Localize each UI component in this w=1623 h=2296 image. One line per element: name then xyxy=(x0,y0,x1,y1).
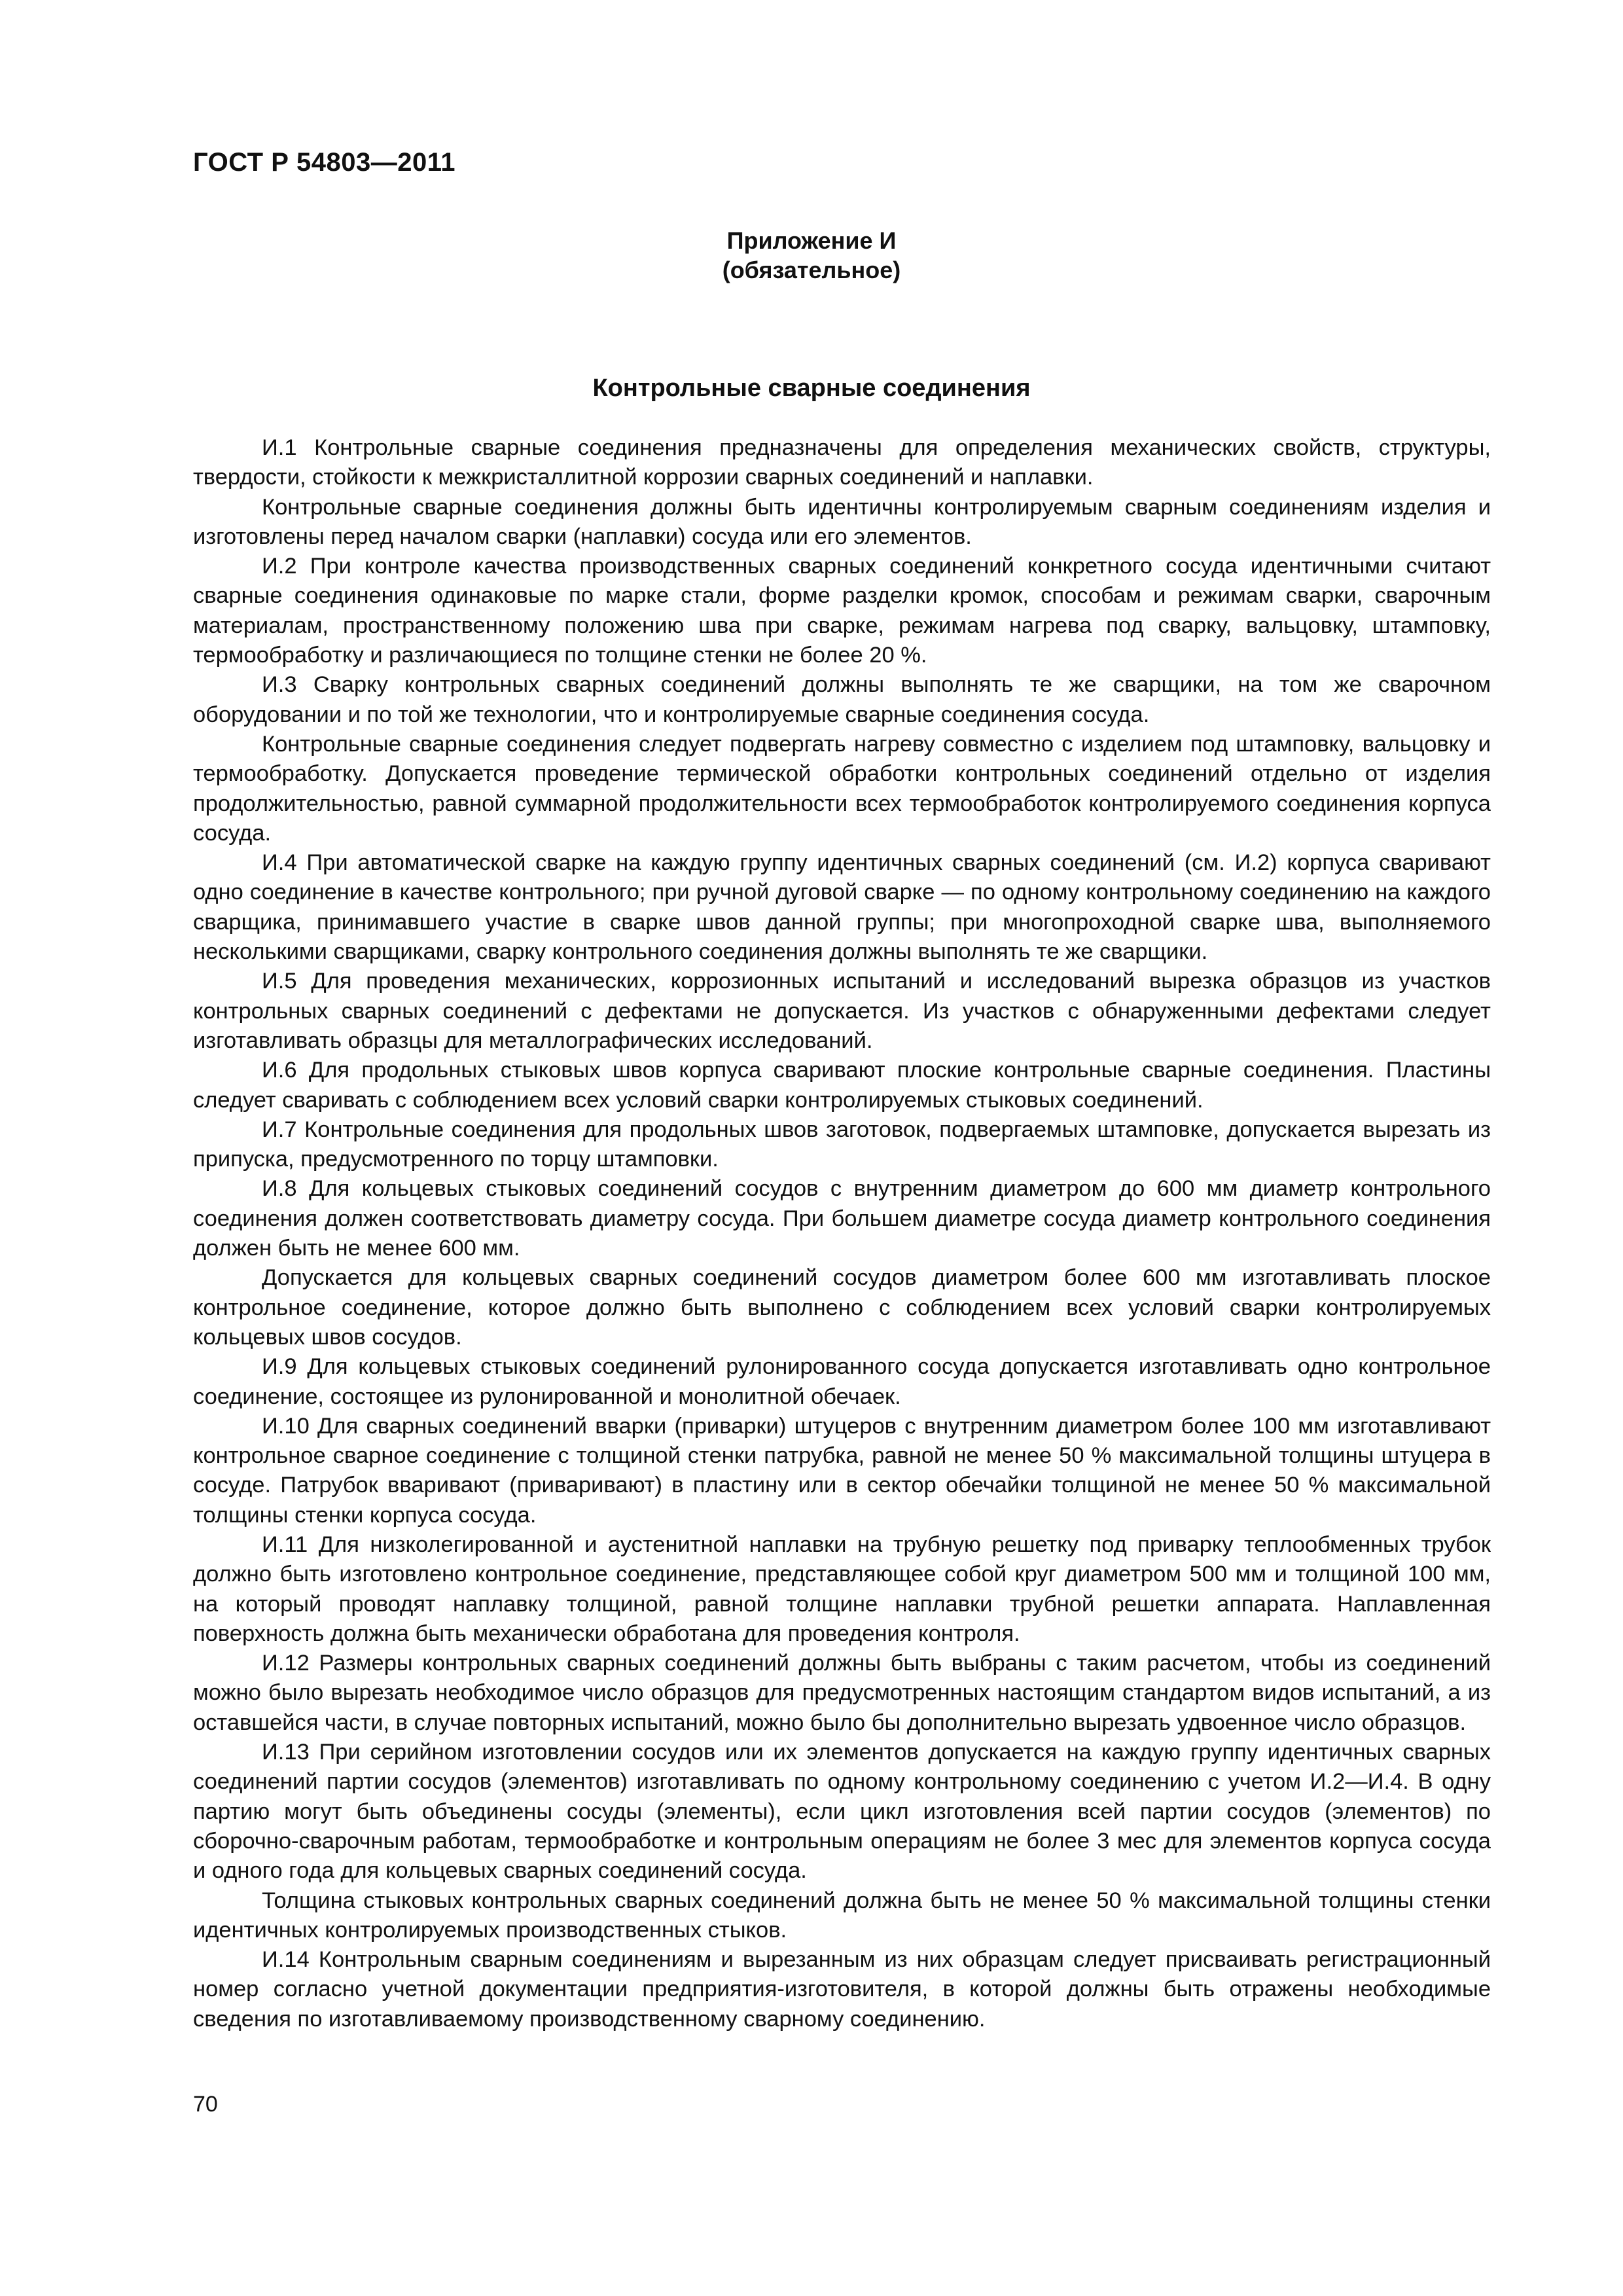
paragraph-i11: И.11 Для низколегированной и аустенитной наплавки на трубную решетку под приварку теплообменных трубок должно быть изготовлено контрольное соединение, представляющее собой круг диаметром 500 мм и толщиной 100 мм, на который проводят наплавку толщиной, равной толщине наплавки трубной решетки аппарата. Наплавленная поверхность должна быть механически обработана для проведения контроля. xyxy=(193,1532,1491,1646)
paragraph-i6: И.6 Для продольных стыковых швов корпуса сваривают плоские контрольные сварные соединения. Пластины следует сваривать с соблюдением всех условий сварки контролируемых стыковых соединений. xyxy=(193,1058,1491,1113)
annex-status: (обязательное) xyxy=(722,257,901,283)
paragraph-i9: И.9 Для кольцевых стыковых соединений рулонированного сосуда допускается изготавливать одно контрольное соединение, состоящее из рулонированной и монолитной обечаек. xyxy=(193,1354,1491,1409)
paragraph-i8: И.8 Для кольцевых стыковых соединений сосудов с внутренним диаметром до 600 мм диаметр контрольного соединения должен соответствовать диаметру сосуда. При большем диаметре сосуда диаметр контрольного соединения должен быть не менее 600 мм. xyxy=(193,1176,1491,1261)
page-number: 70 xyxy=(193,2092,218,2117)
paragraph-i1-cont: Контрольные сварные соединения должны быть идентичны контролируемым сварным соединениям изделия и изготовлены перед началом сварки (наплавки) сосуда или его элементов. xyxy=(193,494,1491,549)
paragraph-i3-cont: Контрольные сварные соединения следует подвергать нагреву совместно с изделием под штамповку, вальцовку и термообработку. Допускается проведение термической обработки контрольных соединений отдельно от изделия продолжительностью, равной суммарной продолжительности всех термообработок контролируемого соединения корпуса сосуда. xyxy=(193,731,1491,846)
paragraph-i4: И.4 При автоматической сварке на каждую группу идентичных сварных соединений (см. И.2) корпуса сваривают одно соединение в качестве контрольного; при ручной дуговой сварке — по одному контрольному соединению на каждого сварщика, принимавшего участие в сварке швов данной группы; при многопроходной сварке шва, выполняемого несколькими сварщиками, сварку контрольного соединения должны выполнять те же сварщики. xyxy=(193,850,1491,965)
paragraph-i13: И.13 При серийном изготовлении сосудов или их элементов допускается на каждую группу идентичных сварных соединений партии сосудов (элементов) изготавливать по одному контрольному соединению с учетом И.2—И.4. В одну партию могут быть объединены сосуды (элементы), если цикл изготовления всей партии сосудов (элементов) по сборочно-сварочным работам, термообработке и контрольным операциям не более 3 мес для элементов корпуса сосуда и одного года для кольцевых сварных соединений сосуда. xyxy=(193,1740,1491,1884)
document-code: ГОСТ Р 54803—2011 xyxy=(193,148,455,177)
paragraph-i13-cont: Толщина стыковых контрольных сварных соединений должна быть не менее 50 % максимальной толщины стенки идентичных контролируемых производственных стыков. xyxy=(193,1888,1491,1943)
paragraph-i2: И.2 При контроле качества производственных сварных соединений конкретного сосуда идентичными считают сварные соединения одинаковые по марке стали, форме разделки кромок, способам и режимам сварки, сварочным материалам, пространственному положению шва при сварке, режимам нагрева под сварку, вальцовку, штамповку, термообработку и различающиеся по толщине стенки не более 20 %. xyxy=(193,554,1491,668)
paragraph-i7: И.7 Контрольные соединения для продольных швов заготовок, подвергаемых штамповке, допускается вырезать из припуска, предусмотренного по торцу штамповки. xyxy=(193,1117,1491,1172)
document-body xyxy=(193,433,1491,2034)
paragraph-i3: И.3 Сварку контрольных сварных соединений должны выполнять те же сварщики, на том же сварочном оборудовании и по той же технологии, что и контролируемые сварные соединения сосуда. xyxy=(193,672,1491,727)
paragraph-i1: И.1 Контрольные сварные соединения предназначены для определения механических свойств, структуры, твердости, стойкости к межкристаллитной коррозии сварных соединений и наплавки. xyxy=(193,435,1491,490)
paragraph-i14: И.14 Контрольным сварным соединениям и вырезанным из них образцам следует присваивать регистрационный номер согласно учетной документации предприятия-изготовителя, в которой должны быть отражены необходимые сведения по изготавливаемому производственному сварному соединению. xyxy=(193,1947,1491,2032)
paragraph-i12: И.12 Размеры контрольных сварных соединений должны быть выбраны с таким расчетом, чтобы из соединений можно было вырезать необходимое число образцов для предусмотренных настоящим стандартом видов испытаний, а из оставшейся части, в случае повторных испытаний, можно было бы дополнительно вырезать удвоенное число образцов. xyxy=(193,1651,1491,1735)
paragraph-i8-cont: Допускается для кольцевых сварных соединений сосудов диаметром более 600 мм изготавливать плоское контрольное соединение, которое должно быть выполнено с соблюдением всех условий сварки контролируемых кольцевых швов сосудов. xyxy=(193,1265,1491,1350)
paragraph-i5: И.5 Для проведения механических, коррозионных испытаний и исследований вырезка образцов из участков контрольных сварных соединений с дефектами не допускается. Из участков с обнаруженными дефектами следует изготавливать образцы для металлографических исследований. xyxy=(193,969,1491,1053)
annex-title: Контрольные сварные соединения xyxy=(592,374,1031,402)
annex-heading xyxy=(0,226,1623,285)
paragraph-i10: И.10 Для сварных соединений вварки (приварки) штуцеров с внутренним диаметром более 100 мм изготавливают контрольное сварное соединение с толщиной стенки патрубка, равной не менее 50 % максимальной толщины штуцера в сосуде. Патрубок вваривают (приваривают) в пластину или в сектор обечайки толщиной не менее 50 % максимальной толщины стенки корпуса сосуда. xyxy=(193,1413,1491,1528)
annex-label: Приложение И xyxy=(726,227,897,254)
